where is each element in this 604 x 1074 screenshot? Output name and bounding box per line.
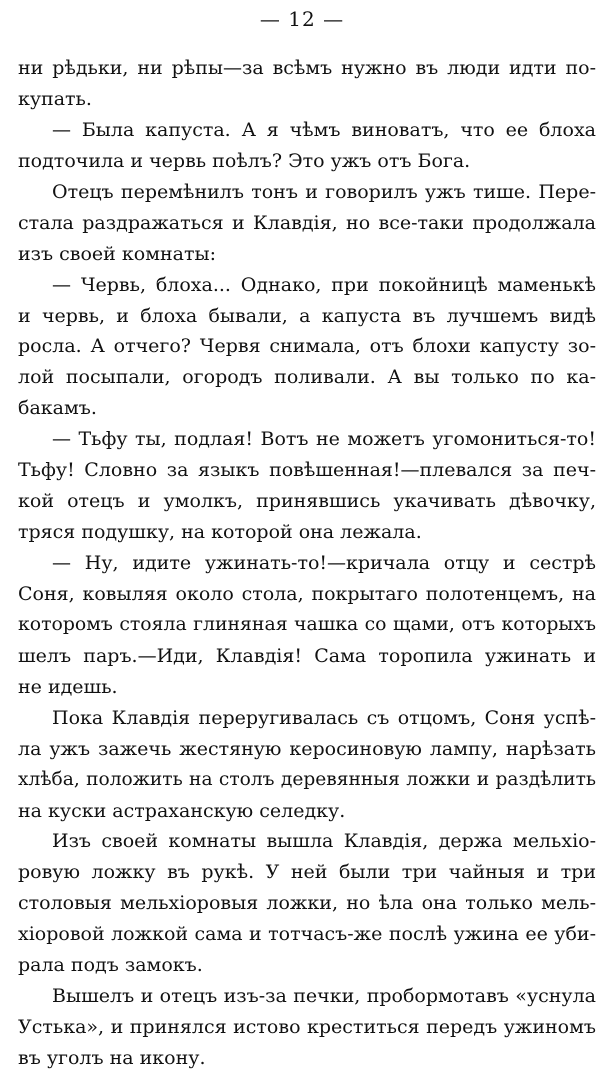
body-text: [18, 53, 596, 1074]
text-line: Отецъ перемѣнилъ тонъ и говорилъ ужъ тише. Пере-: [52, 180, 596, 203]
text-line: — Ну, идите ужинать-то!—кричала отцу и сестрѣ: [52, 552, 596, 574]
text-line: Тьфу! Словно за языкъ повѣшенная!—плевался за печ-: [18, 459, 596, 482]
text-line: подточила и червь поѣлъ? Это ужъ отъ Бога.: [18, 149, 471, 172]
text-line: — Червь, блоха... Однако, при покойницѣ маменькѣ: [52, 273, 596, 296]
text-line: Пока Клавдія переругивалась съ отцомъ, Соня успѣ-: [52, 706, 596, 729]
text-line: хіоровой ложкой сама и тотчасъ-же послѣ ужина ее уби-: [18, 923, 596, 946]
text-line: Устька», и принялся истово креститься передъ ужиномъ: [18, 1016, 596, 1039]
text-line: стала раздражаться и Клавдія, но все-таки продолжала: [18, 211, 596, 234]
text-line: ни рѣдьки, ни рѣпы—за всѣмъ нужно въ люди идти по-: [18, 57, 596, 79]
page-number: — 12 —: [259, 7, 345, 31]
text-line: Изъ своей комнаты вышла Клавдія, держа мельхіо-: [52, 830, 596, 853]
text-line: купать.: [18, 87, 92, 110]
text-line: кой отецъ и умолкъ, принявшись укачивать дѣвочку,: [18, 490, 596, 513]
text-line: Вышелъ и отецъ изъ-за печки, пробормотавъ «уснула: [52, 985, 596, 1008]
text-line: шелъ паръ.—Иди, Клавдія! Сама торопила ужинать и: [18, 644, 596, 667]
text-line: не идешь.: [18, 675, 118, 698]
text-line: ровую ложку въ рукѣ. У ней были три чайныя и три: [18, 861, 596, 884]
text-line: изъ своей комнаты:: [18, 242, 216, 265]
text-line: — Тьфу ты, подлая! Вотъ не можетъ угомониться-то!: [52, 428, 596, 451]
text-line: столовыя мельхіоровыя ложки, но ѣла она только мель-: [18, 892, 596, 915]
text-line: на куски астраханскую селедку.: [18, 799, 346, 822]
text-line: въ уголъ на икону.: [18, 1047, 206, 1069]
text-line: росла. А отчего? Червя снимала, отъ блохи капусту зо-: [18, 335, 596, 358]
text-line: ла ужъ зажечь жестяную керосиновую лампу, нарѣзать: [18, 737, 596, 760]
text-line: Соня, ковыляя около стола, покрытаго полотенцемъ, на: [18, 582, 596, 605]
text-line: тряся подушку, на которой она лежала.: [18, 521, 422, 544]
text-line: хлѣба, положить на столъ деревянныя ложки и раздѣлить: [18, 768, 596, 790]
text-line: — Была капуста. А я чѣмъ виноватъ, что ее блоха: [52, 118, 596, 141]
text-line: лой посыпали, огородъ поливали. А вы только по ка-: [18, 366, 596, 389]
text-line: бакамъ.: [18, 397, 97, 420]
text-line: и червь, и блоха бывали, а капуста въ лучшемъ видѣ: [18, 304, 596, 327]
text-line: которомъ стояла глиняная чашка со щами, отъ которыхъ: [18, 613, 596, 635]
text-line: рала подъ замокъ.: [18, 954, 203, 977]
